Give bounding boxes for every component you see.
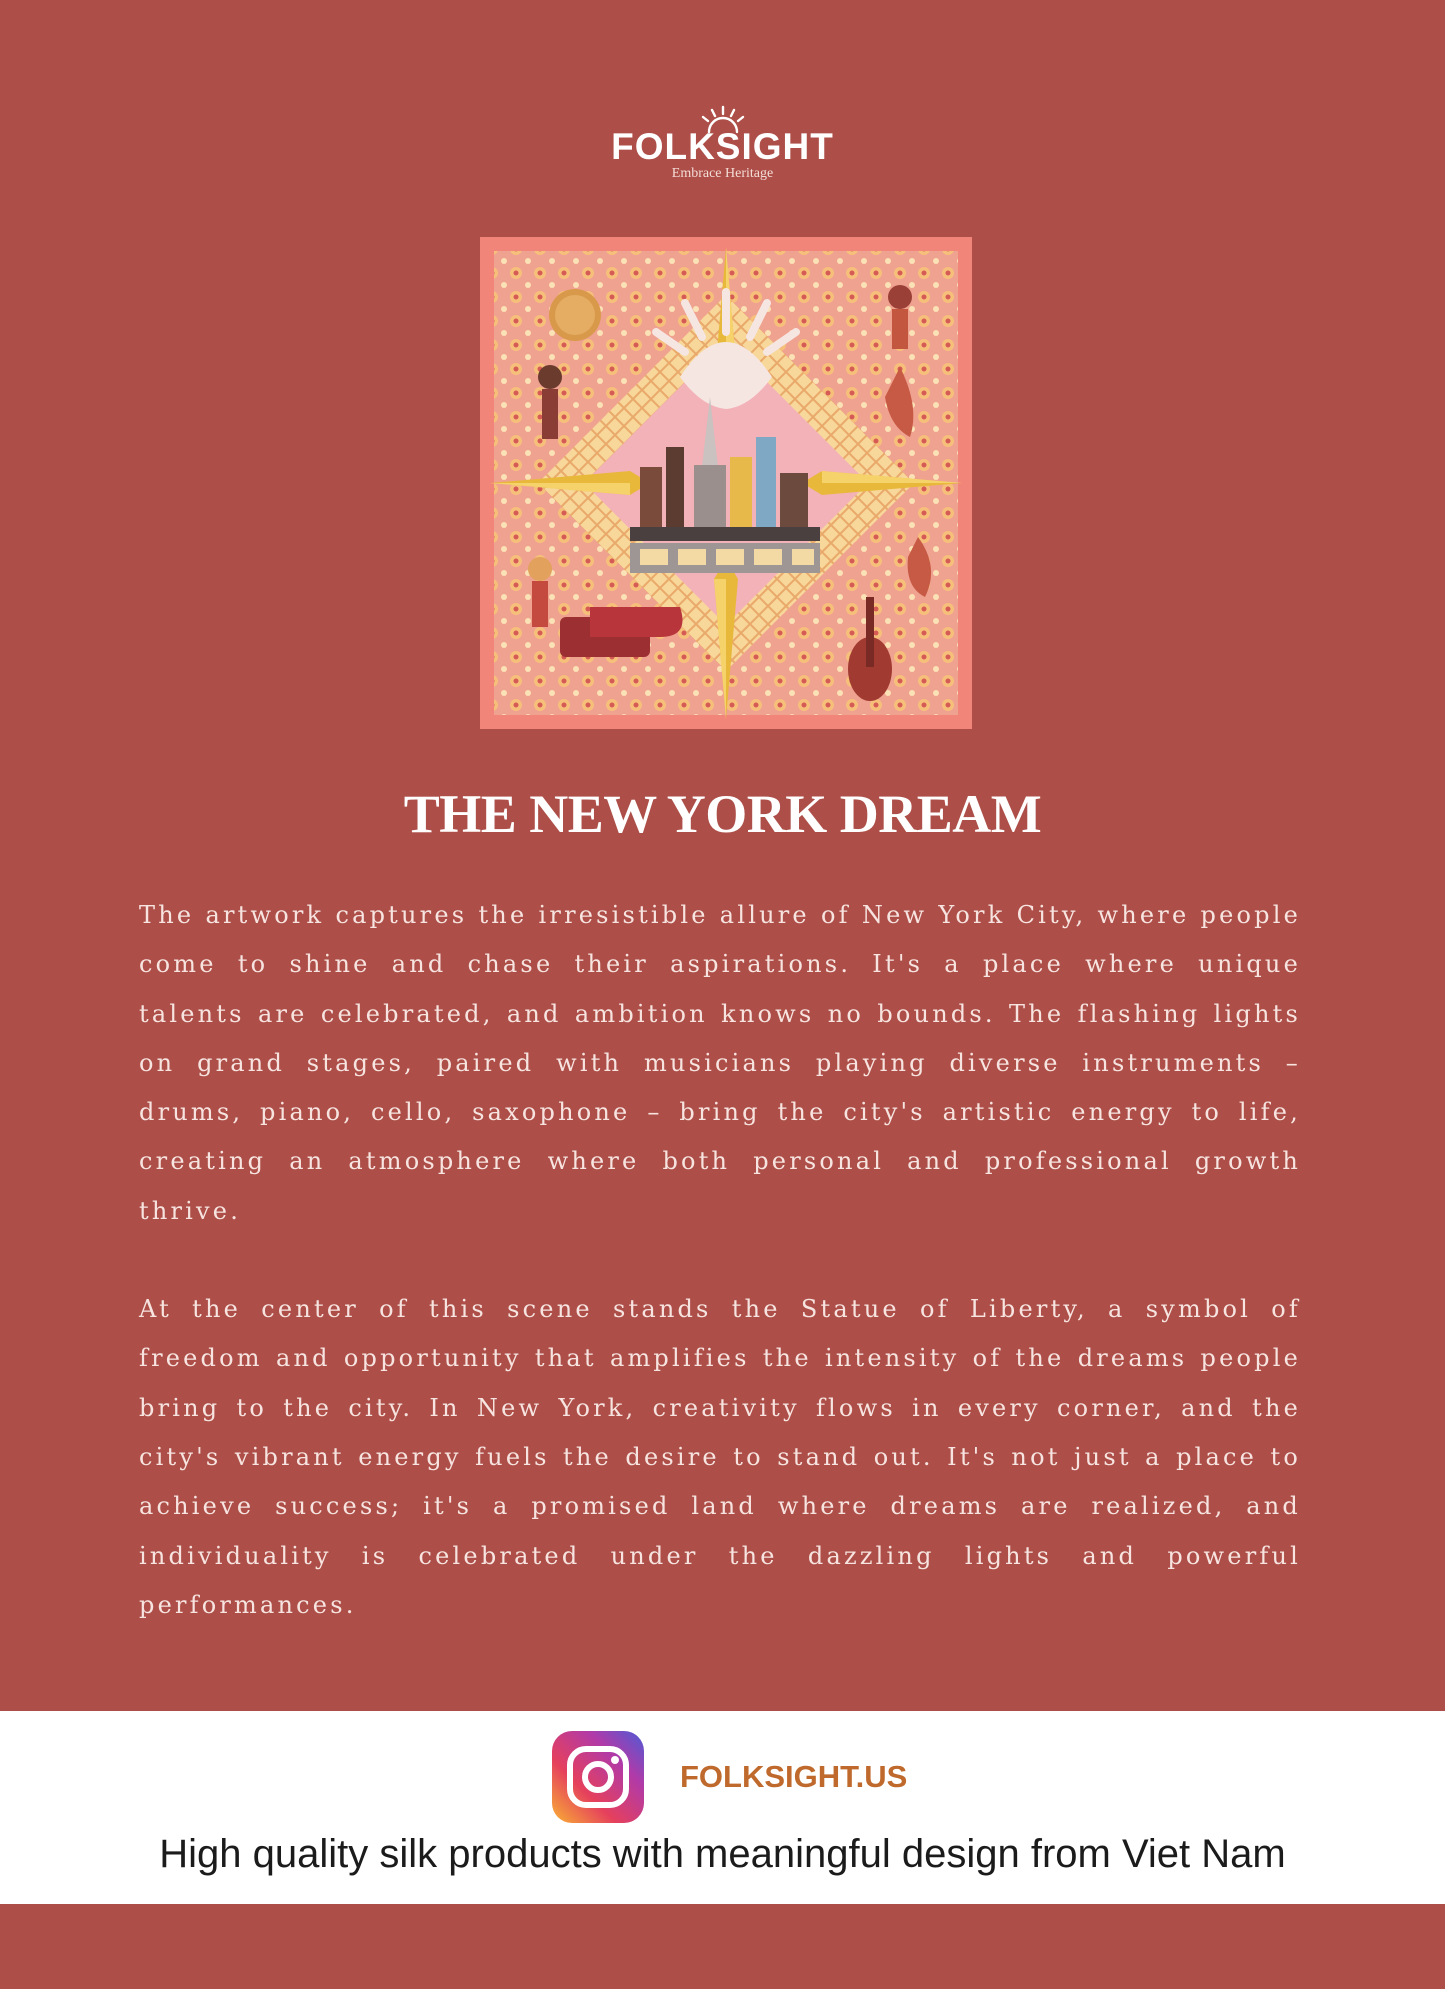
footer-banner bbox=[0, 1711, 1445, 1904]
article-title: THE NEW YORK DREAM bbox=[403, 784, 1042, 844]
brand-logo bbox=[0, 104, 1445, 182]
brand-name: FOLKSIGHT bbox=[611, 126, 834, 167]
article-paragraph: The artwork captures the irresistible allure of New York City, where people come to shine and chase their aspirations. It's a place where unique talents are celebrated, and ambition knows no bounds. The flashing lights on grand stages, paired with musicians playing diverse instruments – drums, piano, cello, saxophone – bring the city's artistic energy to life, creating an atmosphere where both personal and professional growth thrive. bbox=[139, 901, 1301, 1225]
article-body bbox=[139, 891, 1301, 1679]
footer-slogan: High quality silk products with meaningful design from Viet Nam bbox=[159, 1832, 1286, 1876]
scarf-illustration bbox=[480, 237, 972, 729]
instagram-icon[interactable] bbox=[552, 1731, 644, 1823]
instagram-link[interactable] bbox=[552, 1731, 907, 1823]
brand-tagline: Embrace Heritage bbox=[671, 166, 774, 181]
article-paragraph: At the center of this scene stands the Statue of Liberty, a symbol of freedom and opportunity that amplifies the intensity of the dreams people bring to the city. In New York, creativity flows in every corner, and the city's vibrant energy fuels the desire to stand out. It's not just a place to achieve success; it's a promised land where dreams are realized, and individuality is celebrated under the dazzling lights and powerful performances. bbox=[139, 1295, 1301, 1619]
social-handle[interactable]: FOLKSIGHT.US bbox=[680, 1759, 908, 1794]
silk-scarf-artwork bbox=[480, 237, 972, 729]
